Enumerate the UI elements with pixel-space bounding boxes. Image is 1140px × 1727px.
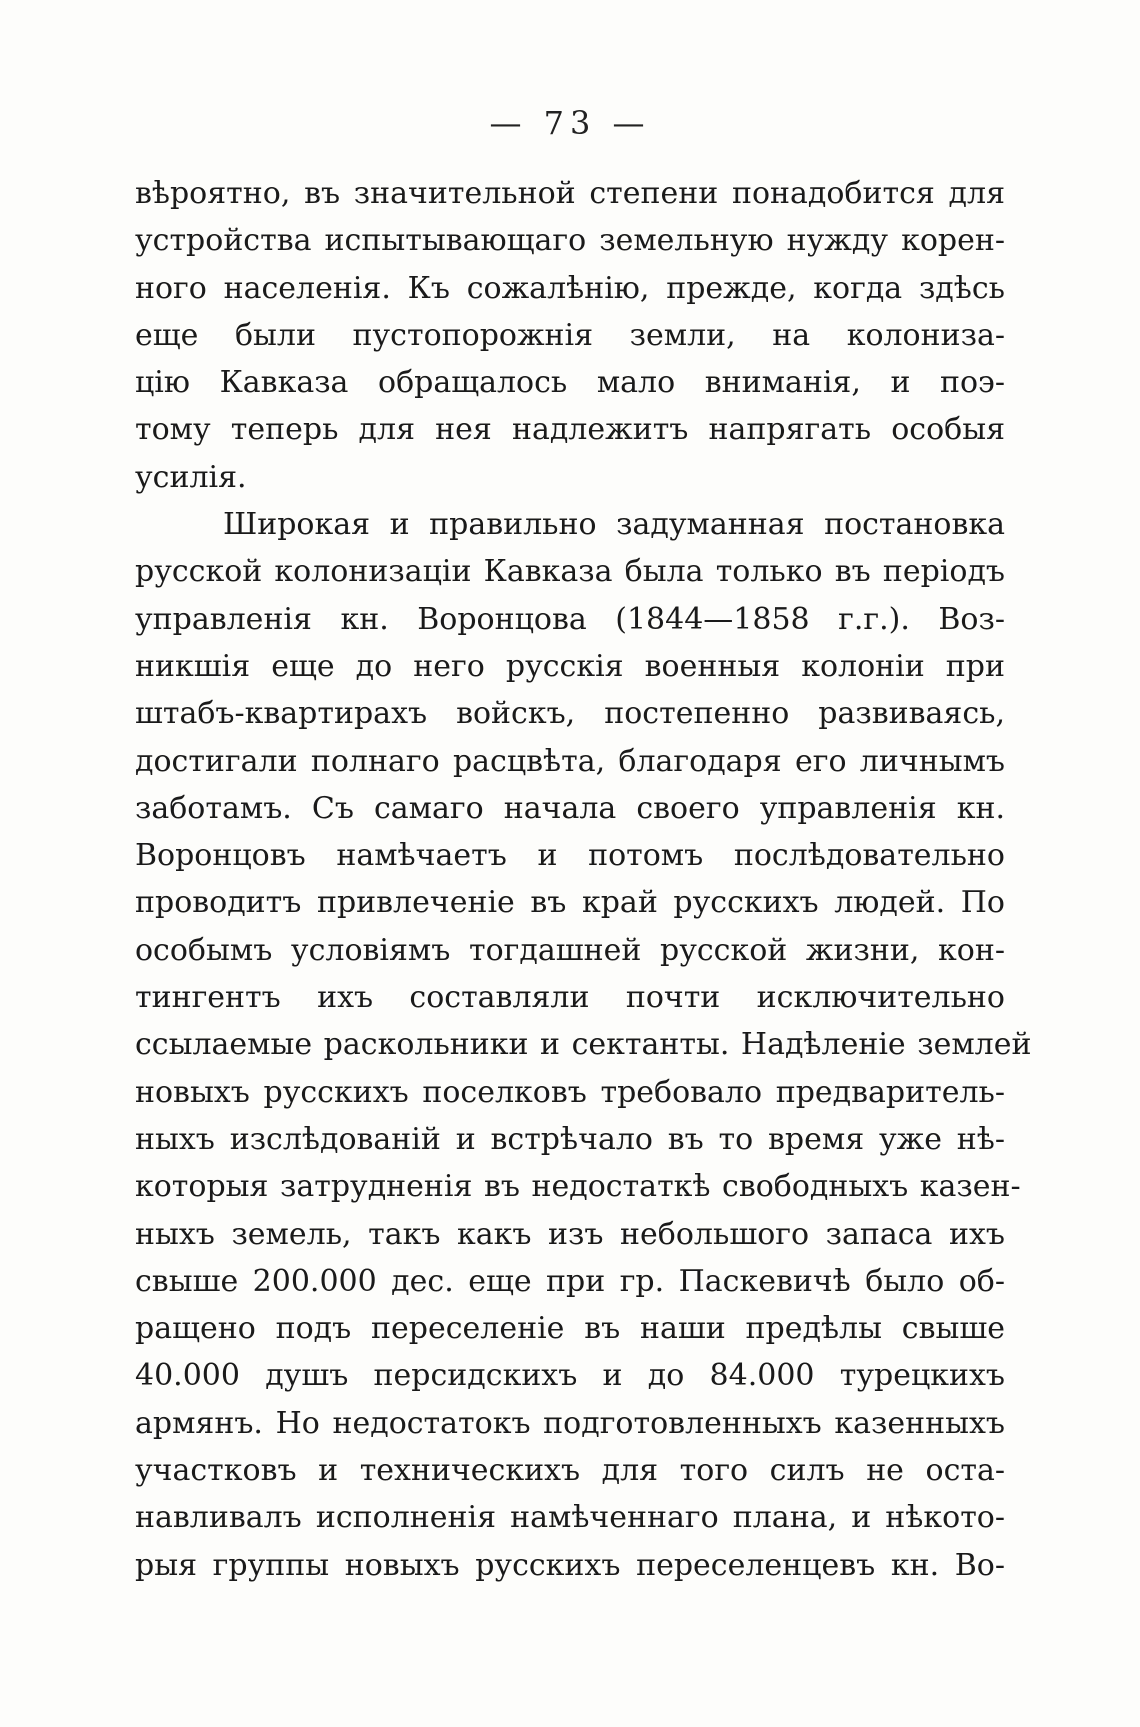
- text-line: штабъ-квартирахъ войскъ, постепенно развиваясь,: [135, 696, 1005, 732]
- text-line: армянъ. Но недостатокъ подготовленныхъ казенныхъ: [135, 1405, 1005, 1441]
- text-line: Воронцовъ намѣчаетъ и потомъ послѣдовательно: [135, 838, 1005, 874]
- text-line: еще были пустопорожнія земли, на колониза-: [135, 317, 1005, 353]
- text-line: навливалъ исполненія намѣченнаго плана, и нѣкото-: [135, 1500, 1005, 1536]
- text-line: новыхъ русскихъ поселковъ требовало предваритель-: [135, 1074, 1005, 1110]
- text-line: цію Кавказа обращалось мало вниманія, и поэ-: [135, 365, 1005, 401]
- text-line: Широкая и правильно задуманная постановка: [223, 507, 1005, 543]
- text-line: особымъ условіямъ тогдашней русской жизни, кон-: [135, 932, 1005, 968]
- text-line: рыя группы новыхъ русскихъ переселенцевъ кн. Во-: [135, 1547, 1005, 1583]
- text-line: свыше 200.000 дес. еще при гр. Паскевичѣ было об-: [135, 1263, 1005, 1299]
- text-line: вѣроятно, въ значительной степени понадобится для: [135, 176, 1005, 211]
- text-line: заботамъ. Съ самаго начала своего управленія кн.: [135, 790, 1005, 826]
- text-line: участковъ и техническихъ для того силъ не оста-: [135, 1453, 1005, 1489]
- text-line: ныхъ земель, такъ какъ изъ небольшого запаса ихъ: [135, 1216, 1005, 1252]
- page-number: — 73 —: [489, 104, 651, 142]
- text-line: проводитъ привлеченіе въ край русскихъ людей. По: [135, 885, 1005, 921]
- text-line: которыя затрудненія въ недостаткѣ свободныхъ казен-: [135, 1169, 1021, 1205]
- text-line: управленія кн. Воронцова (1844—1858 г.г.). Воз-: [135, 601, 1005, 637]
- text-line: никшія еще до него русскія военныя колоніи при: [135, 648, 1005, 684]
- text-line: устройства испытывающаго земельную нужду корен-: [135, 223, 1005, 259]
- text-line: достигали полнаго расцвѣта, благодаря его личнымъ: [135, 743, 1005, 779]
- text-line: ссылаемые раскольники и сектанты. Надѣленіе землей: [135, 1027, 1032, 1063]
- text-line: ращено подъ переселеніе въ наши предѣлы свыше: [135, 1311, 1005, 1347]
- paragraph-1: [135, 170, 1005, 501]
- text-line: ного населенія. Къ сожалѣнію, прежде, когда здѣсь: [135, 270, 1005, 306]
- text-line: усилія.: [135, 459, 247, 495]
- text-line: ныхъ изслѣдованій и встрѣчало въ то время уже нѣ-: [135, 1121, 1005, 1157]
- text-line: 40.000 душъ персидскихъ и до 84.000 турецкихъ: [135, 1358, 1005, 1394]
- text-line: тому теперь для нея надлежитъ напрягать особыя: [135, 412, 1005, 448]
- text-line: русской колонизаціи Кавказа была только въ періодъ: [135, 554, 1005, 590]
- body-text: [135, 170, 1032, 1589]
- text-line: тингентъ ихъ составляли почти исключительно: [135, 980, 1005, 1016]
- paragraph-2: [135, 501, 1032, 1589]
